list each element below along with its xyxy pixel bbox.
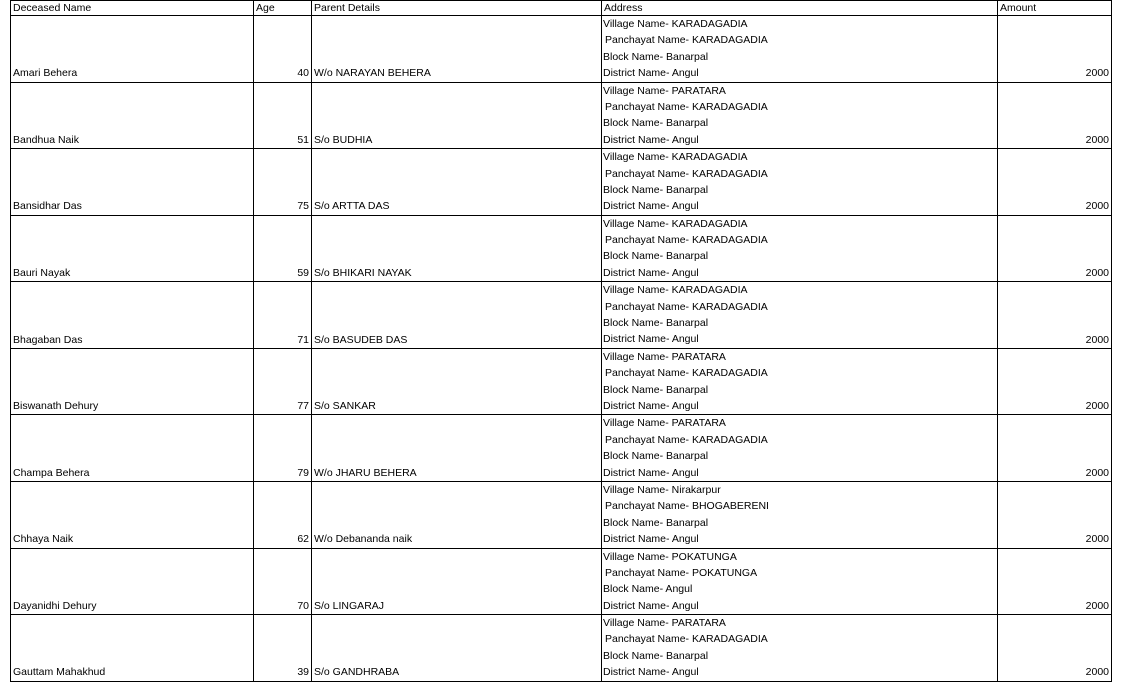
column-header-name: Deceased Name — [11, 1, 254, 16]
table-row — [11, 82, 1112, 149]
deceased-name-cell: Amari Behera — [11, 16, 254, 83]
address-block: Block Name- Banarpal — [603, 183, 709, 196]
amount-cell: 2000 — [998, 82, 1112, 149]
amount-cell: 2000 — [998, 415, 1112, 482]
address-village: Village Name- POKATUNGA — [603, 550, 737, 563]
address-block: Block Name- Angul — [603, 583, 693, 596]
column-header-address: Address — [602, 1, 998, 16]
amount-cell: 2000 — [998, 481, 1112, 548]
deceased-name-cell: Chhaya Naik — [11, 481, 254, 548]
address-block: Block Name- Banarpal — [603, 317, 709, 330]
amount-cell: 2000 — [998, 548, 1112, 615]
deceased-name-cell: Biswanath Dehury — [11, 348, 254, 415]
deceased-name-cell: Bhagaban Das — [11, 282, 254, 349]
age-cell: 71 — [254, 282, 312, 349]
deceased-name-cell: Champa Behera — [11, 415, 254, 482]
address-cell — [602, 548, 998, 615]
column-header-amount: Amount — [998, 1, 1112, 16]
address-panchayat: Panchayat Name- KARADAGADIA — [605, 167, 768, 180]
age-cell: 51 — [254, 82, 312, 149]
address-block: Block Name- Banarpal — [603, 516, 709, 529]
address-panchayat: Panchayat Name- KARADAGADIA — [605, 433, 768, 446]
address-village: Village Name- KARADAGADIA — [603, 151, 748, 164]
address-panchayat: Panchayat Name- KARADAGADIA — [605, 34, 768, 47]
address-village: Village Name- PARATARA — [603, 617, 726, 630]
address-block: Block Name- Banarpal — [603, 383, 709, 396]
deceased-name-cell: Gauttam Mahakhud — [11, 615, 254, 682]
age-cell: 62 — [254, 481, 312, 548]
address-district: District Name- Angul — [603, 666, 699, 679]
address-cell — [602, 215, 998, 282]
age-cell: 40 — [254, 16, 312, 83]
parent-details-cell: S/o SANKAR — [312, 348, 602, 415]
address-cell — [602, 82, 998, 149]
deceased-name-cell: Bandhua Naik — [11, 82, 254, 149]
age-cell: 59 — [254, 215, 312, 282]
parent-details-cell: S/o GANDHRABA — [312, 615, 602, 682]
parent-details-cell: S/o BHIKARI NAYAK — [312, 215, 602, 282]
parent-details-cell: S/o ARTTA DAS — [312, 149, 602, 216]
table-row — [11, 415, 1112, 482]
table-row — [11, 282, 1112, 349]
parent-details-cell: S/o BUDHIA — [312, 82, 602, 149]
address-panchayat: Panchayat Name- POKATUNGA — [605, 566, 758, 579]
age-cell: 70 — [254, 548, 312, 615]
table-row — [11, 149, 1112, 216]
address-district: District Name- Angul — [603, 466, 699, 479]
parent-details-cell: W/o Debananda naik — [312, 481, 602, 548]
table-row — [11, 16, 1112, 83]
address-district: District Name- Angul — [603, 533, 699, 546]
age-cell: 75 — [254, 149, 312, 216]
address-district: District Name- Angul — [603, 333, 699, 346]
address-cell — [602, 282, 998, 349]
address-village: Village Name- PARATARA — [603, 417, 726, 430]
table-row — [11, 548, 1112, 615]
address-village: Village Name- PARATARA — [603, 84, 726, 97]
amount-cell: 2000 — [998, 282, 1112, 349]
amount-cell: 2000 — [998, 215, 1112, 282]
address-village: Village Name- KARADAGADIA — [603, 284, 748, 297]
address-district: District Name- Angul — [603, 133, 699, 146]
address-block: Block Name- Banarpal — [603, 649, 709, 662]
address-cell — [602, 348, 998, 415]
table-row — [11, 215, 1112, 282]
parent-details-cell: W/o NARAYAN BEHERA — [312, 16, 602, 83]
age-cell: 79 — [254, 415, 312, 482]
deceased-beneficiary-table — [10, 0, 1112, 682]
address-panchayat: Panchayat Name- KARADAGADIA — [605, 633, 768, 646]
address-block: Block Name- Banarpal — [603, 250, 709, 263]
table-row — [11, 348, 1112, 415]
deceased-name-cell: Bauri Nayak — [11, 215, 254, 282]
age-cell: 77 — [254, 348, 312, 415]
address-district: District Name- Angul — [603, 67, 699, 80]
parent-details-cell: S/o LINGARAJ — [312, 548, 602, 615]
address-cell — [602, 16, 998, 83]
deceased-name-cell: Bansidhar Das — [11, 149, 254, 216]
column-header-age: Age — [254, 1, 312, 16]
address-cell — [602, 615, 998, 682]
age-cell: 39 — [254, 615, 312, 682]
address-district: District Name- Angul — [603, 399, 699, 412]
address-block: Block Name- Banarpal — [603, 450, 709, 463]
address-village: Village Name- Nirakarpur — [603, 483, 721, 496]
amount-cell: 2000 — [998, 615, 1112, 682]
deceased-name-cell: Dayanidhi Dehury — [11, 548, 254, 615]
address-panchayat: Panchayat Name- BHOGABERENI — [605, 500, 769, 513]
address-district: District Name- Angul — [603, 266, 699, 279]
address-village: Village Name- KARADAGADIA — [603, 217, 748, 230]
address-panchayat: Panchayat Name- KARADAGADIA — [605, 367, 768, 380]
parent-details-cell: S/o BASUDEB DAS — [312, 282, 602, 349]
table-row — [11, 615, 1112, 682]
address-district: District Name- Angul — [603, 200, 699, 213]
address-cell — [602, 415, 998, 482]
table-row — [11, 481, 1112, 548]
address-block: Block Name- Banarpal — [603, 117, 709, 130]
address-panchayat: Panchayat Name- KARADAGADIA — [605, 234, 768, 247]
column-header-parent: Parent Details — [312, 1, 602, 16]
amount-cell: 2000 — [998, 348, 1112, 415]
amount-cell: 2000 — [998, 16, 1112, 83]
address-village: Village Name- PARATARA — [603, 350, 726, 363]
amount-cell: 2000 — [998, 149, 1112, 216]
parent-details-cell: W/o JHARU BEHERA — [312, 415, 602, 482]
address-panchayat: Panchayat Name- KARADAGADIA — [605, 300, 768, 313]
header-row — [11, 1, 1112, 16]
address-cell — [602, 149, 998, 216]
address-cell — [602, 481, 998, 548]
address-district: District Name- Angul — [603, 599, 699, 612]
address-panchayat: Panchayat Name- KARADAGADIA — [605, 100, 768, 113]
address-block: Block Name- Banarpal — [603, 50, 709, 63]
table-body — [11, 16, 1112, 682]
beneficiary-table-sheet — [10, 0, 1112, 682]
address-village: Village Name- KARADAGADIA — [603, 18, 748, 30]
